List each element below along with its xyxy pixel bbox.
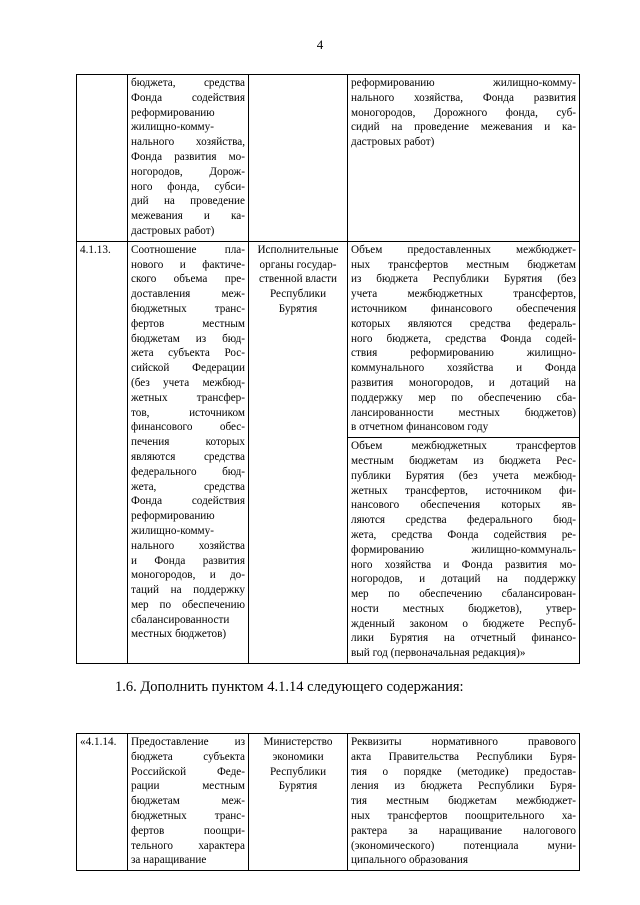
text-line: акта Правительства Республики Буря- (351, 750, 576, 763)
cell-source (348, 75, 580, 242)
text-line: ного хозяйства и Фонда развития мо- (351, 558, 576, 571)
text-line: бюджетам из бюд- (131, 332, 245, 345)
text-line: ления из бюджета Республики Буря- (351, 780, 576, 793)
text-line: лансированности местных бюджетов) (351, 406, 576, 419)
page-number: 4 (316, 37, 324, 52)
text-line: учета межбюджетных трансфертов, (351, 288, 576, 301)
text-line: Республики (269, 288, 327, 301)
table-row-continuation (77, 75, 580, 242)
text-line: местных бюджетов) (131, 628, 227, 641)
text-line: дий на проведение (131, 195, 245, 208)
text-line: жилищно-комму- (131, 524, 214, 537)
text-line: финансового обес- (131, 421, 245, 434)
text-line: моногородов, и до- (131, 569, 245, 582)
text-line: ственной власти (259, 273, 337, 286)
text-line: ногородов, Дорож- (131, 165, 245, 178)
text-line: из бюджета Республики Бурятия (без (351, 273, 576, 286)
text-line: рации местным (131, 780, 245, 793)
text-line: Республики (269, 765, 327, 778)
organ-text (252, 735, 344, 794)
cell-indicator (128, 241, 249, 663)
cell-source (348, 241, 580, 663)
text-line: жета, средства (131, 480, 245, 493)
indicators-table (76, 74, 580, 664)
text-line: реформированию (131, 510, 215, 523)
text-line: Фонда содействия (131, 495, 245, 508)
text-line: жетных трансфер- (131, 391, 245, 404)
text-line: ского объема пре- (131, 273, 245, 286)
cell-number: «4.1.14. (77, 734, 128, 871)
text-line: бюджета субъекта (131, 750, 245, 763)
cell-indicator (128, 734, 249, 871)
text-line: коммунального хозяйства и Фонда (351, 362, 576, 375)
text-line: жетных трансфертов, источником фи- (351, 484, 576, 497)
text-line: мер по обеспечению сбалансирован- (351, 588, 576, 601)
text-line: (экономического) потенциала муни- (351, 839, 576, 852)
text-line: сбалансированности (131, 613, 230, 626)
indicators-table-addition (76, 733, 580, 871)
text-line: Бурятия (278, 302, 318, 315)
sub-cell-divider (348, 437, 579, 438)
text-line: ствия реформированию жилищно- (351, 347, 576, 360)
text-line: являются средства (131, 450, 245, 463)
text-line: жденный законом о бюджете Респуб- (351, 617, 576, 630)
text-line: Фонда развития мо- (131, 150, 245, 163)
text-line: сидий на проведение межевания и ка- (351, 121, 576, 134)
text-line: рактера за наращивание налогового (351, 824, 576, 837)
text-line: Объем межбюджетных трансфертов (351, 440, 576, 453)
text-line: ного фонда, субси- (131, 180, 245, 193)
text-line: в отчетном финансовом году (351, 421, 489, 434)
cell-number (77, 75, 128, 242)
text-line: фертов местным (131, 317, 245, 330)
text-line: экономики (272, 750, 324, 763)
text-line: Реквизиты нормативного правового (351, 736, 576, 748)
text-line: (без учета межбюд- (131, 376, 245, 389)
indicator-text (131, 735, 245, 868)
text-line: доставления меж- (131, 288, 245, 301)
text-line: ногородов, и дотаций на поддержку (351, 573, 576, 586)
text-line: ности местных бюджетов), утвер- (351, 602, 576, 615)
text-line: нансового обеспечения которых яв- (351, 499, 576, 512)
text-line: Бурятия (278, 780, 318, 793)
text-line: фертов поощри- (131, 824, 245, 837)
text-line: реформированию жилищно-комму- (351, 77, 576, 89)
cell-organ (249, 241, 348, 663)
text-line: формированию жилищно-коммуналь- (351, 543, 576, 556)
text-line: ляются средства федерального бюд- (351, 514, 576, 527)
text-line: Исполнительные (257, 243, 339, 256)
text-line: Соотношение пла- (131, 243, 245, 256)
indicator-text (131, 76, 245, 239)
table-row-4-1-14 (77, 734, 580, 871)
text-line: источником финансового обеспечения (351, 302, 576, 315)
text-line: нального хозяйства, Фонда развития (351, 91, 576, 104)
cell-indicator (128, 75, 249, 242)
text-line: за наращивание (131, 854, 207, 867)
text-line: бюджетных транс- (131, 809, 245, 822)
text-line: лики Бурятия на отчетный финансо- (351, 632, 576, 645)
table-row-4-1-13 (77, 241, 580, 663)
text-line: нального хозяйства, (131, 136, 245, 149)
text-line: органы государ- (259, 258, 337, 271)
text-line: дастровых работ) (351, 136, 435, 149)
text-line: печения которых (131, 436, 245, 449)
text-line: бюджета, средства (131, 77, 245, 89)
text-line: развития моногородов, и дотаций на (351, 376, 576, 389)
text-line: таций на поддержку (131, 584, 245, 597)
text-line: Объем предоставленных межбюджет- (351, 243, 576, 256)
source-text-reported (351, 243, 576, 435)
source-text (351, 735, 576, 868)
text-line: бюджетам меж- (131, 795, 245, 808)
text-line: моногородов, Дорожного фонда, суб- (351, 106, 576, 119)
organ-text (252, 243, 344, 317)
text-line: и Фонда развития (131, 554, 245, 567)
text-line: тия местным бюджетам межбюджет- (351, 795, 576, 808)
cell-organ (249, 734, 348, 871)
text-line: ных трансфертов поощрительного ха- (351, 809, 576, 822)
text-line: тельного характера (131, 839, 245, 852)
text-line: ципального образования (351, 854, 469, 867)
source-text (351, 76, 576, 150)
text-line: которых являются средства федераль- (351, 317, 576, 330)
text-line: жилищно-комму- (131, 121, 214, 134)
text-line: федерального бюд- (131, 465, 245, 478)
cell-number: 4.1.13. (77, 241, 128, 663)
text-line: тов, источником (131, 406, 245, 419)
text-line: бюджетных транс- (131, 302, 245, 315)
text-line: жета субъекта Рос- (131, 347, 245, 360)
text-line: нального хозяйства (131, 539, 245, 552)
text-line: сийской Федерации (131, 362, 245, 375)
cell-organ (249, 75, 348, 242)
text-line: мер по обеспечению (131, 598, 245, 611)
text-line: жета, средства Фонда содействия ре- (351, 528, 576, 541)
text-line: дастровых работ) (131, 224, 215, 237)
text-line: тия о порядке (методике) предостав- (351, 765, 576, 778)
text-line: межевания и ка- (131, 210, 245, 223)
text-line: местным бюджетам из бюджета Рес- (351, 454, 576, 467)
indicator-text (131, 243, 245, 643)
text-line: ного бюджета, средства Фонда содей- (351, 332, 576, 345)
source-text-planned (351, 439, 576, 661)
text-line: Фонда содействия (131, 91, 245, 104)
text-line: реформированию (131, 106, 215, 119)
text-line: Российской Феде- (131, 765, 245, 778)
text-line: Министерство (263, 736, 333, 748)
text-line: ных трансфертов местным бюджетам (351, 258, 576, 271)
section-heading: 1.6. Дополнить пунктом 4.1.14 следующего содержания: (115, 679, 464, 695)
text-line: поддержку мер по обеспечению сба- (351, 391, 576, 404)
cell-source (348, 734, 580, 871)
text-line: нового и фактиче- (131, 258, 245, 271)
text-line: публики Бурятия (без учета межбюд- (351, 469, 576, 482)
text-line: Предоставление из (131, 736, 245, 748)
text-line: вый год (первоначальная редакция)» (351, 647, 526, 660)
